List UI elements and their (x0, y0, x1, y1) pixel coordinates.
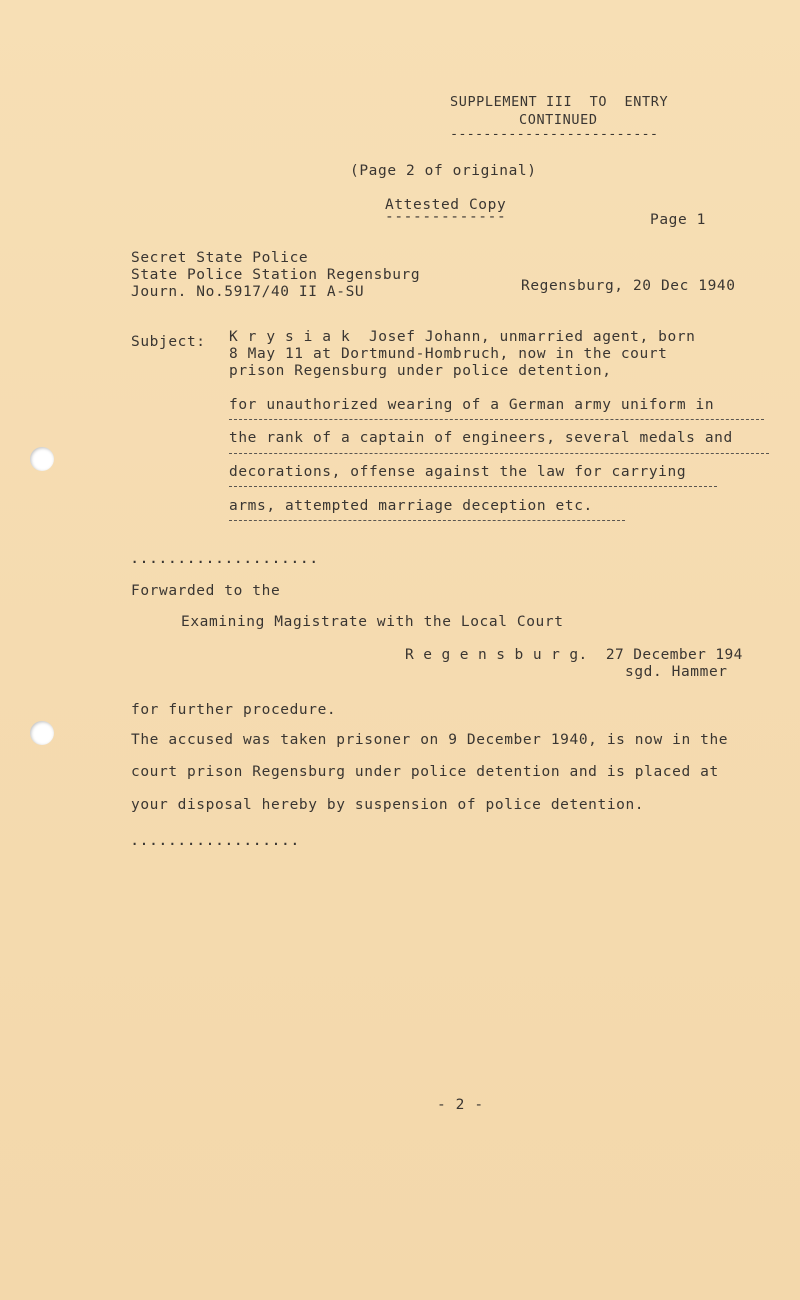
subject-line-2: 8 May 11 at Dortmund-Hombruch, now in the court (229, 346, 668, 362)
journal-number: Journ. No.5917/40 II A-SU (131, 284, 365, 300)
heading-rule: ------------------------- (450, 126, 659, 142)
punch-hole-top (30, 447, 54, 471)
body-line-2: The accused was taken prisoner on 9 December 1940, is now in the (131, 732, 729, 748)
subject-line-5: the rank of a captain of engineers, several medals and (229, 430, 733, 446)
forward-place-date: R e g e n s b u r g. 27 December 194 (405, 647, 743, 663)
subject-underline-4 (229, 419, 764, 420)
separator-dots-2: .................. (131, 834, 301, 848)
subject-underline-5 (229, 453, 769, 454)
attested-copy: Attested Copy (385, 197, 507, 213)
subject-underline-6 (229, 486, 717, 487)
body-line-4: your disposal hereby by suspension of police detention. (131, 797, 645, 813)
punch-hole-bottom (30, 721, 54, 745)
forward-signature: sgd. Hammer (625, 664, 728, 680)
subject-line-7: arms, attempted marriage deception etc. (229, 498, 593, 514)
body-line-1: for further procedure. (131, 702, 337, 718)
forward-line-2: Examining Magistrate with the Local Court (181, 614, 564, 630)
subject-line-6: decorations, offense against the law for carrying (229, 464, 687, 480)
attested-copy-rule: ------------- (385, 209, 507, 225)
subject-line-3: prison Regensburg under police detention, (229, 363, 612, 379)
page-of-original: (Page 2 of original) (350, 163, 537, 179)
subject-line-1: K r y s i a k Josef Johann, unmarried agent, born (229, 329, 696, 345)
separator-dots-1: .................... (131, 552, 320, 566)
place-date: Regensburg, 20 Dec 1940 (521, 278, 736, 294)
sender-line-2: State Police Station Regensburg (131, 267, 421, 283)
subject-label: Subject: (131, 334, 206, 350)
sender-line-1: Secret State Police (131, 250, 309, 266)
continued-heading: CONTINUED (519, 112, 598, 128)
supplement-heading: SUPPLEMENT III TO ENTRY (450, 94, 669, 110)
page-number: Page 1 (650, 212, 706, 228)
subject-line-4: for unauthorized wearing of a German army uniform in (229, 397, 715, 413)
body-line-3: court prison Regensburg under police detention and is placed at (131, 764, 719, 780)
footer-page-number: - 2 - (437, 1097, 484, 1113)
subject-underline-7 (229, 520, 625, 521)
forward-line-1: Forwarded to the (131, 583, 281, 599)
